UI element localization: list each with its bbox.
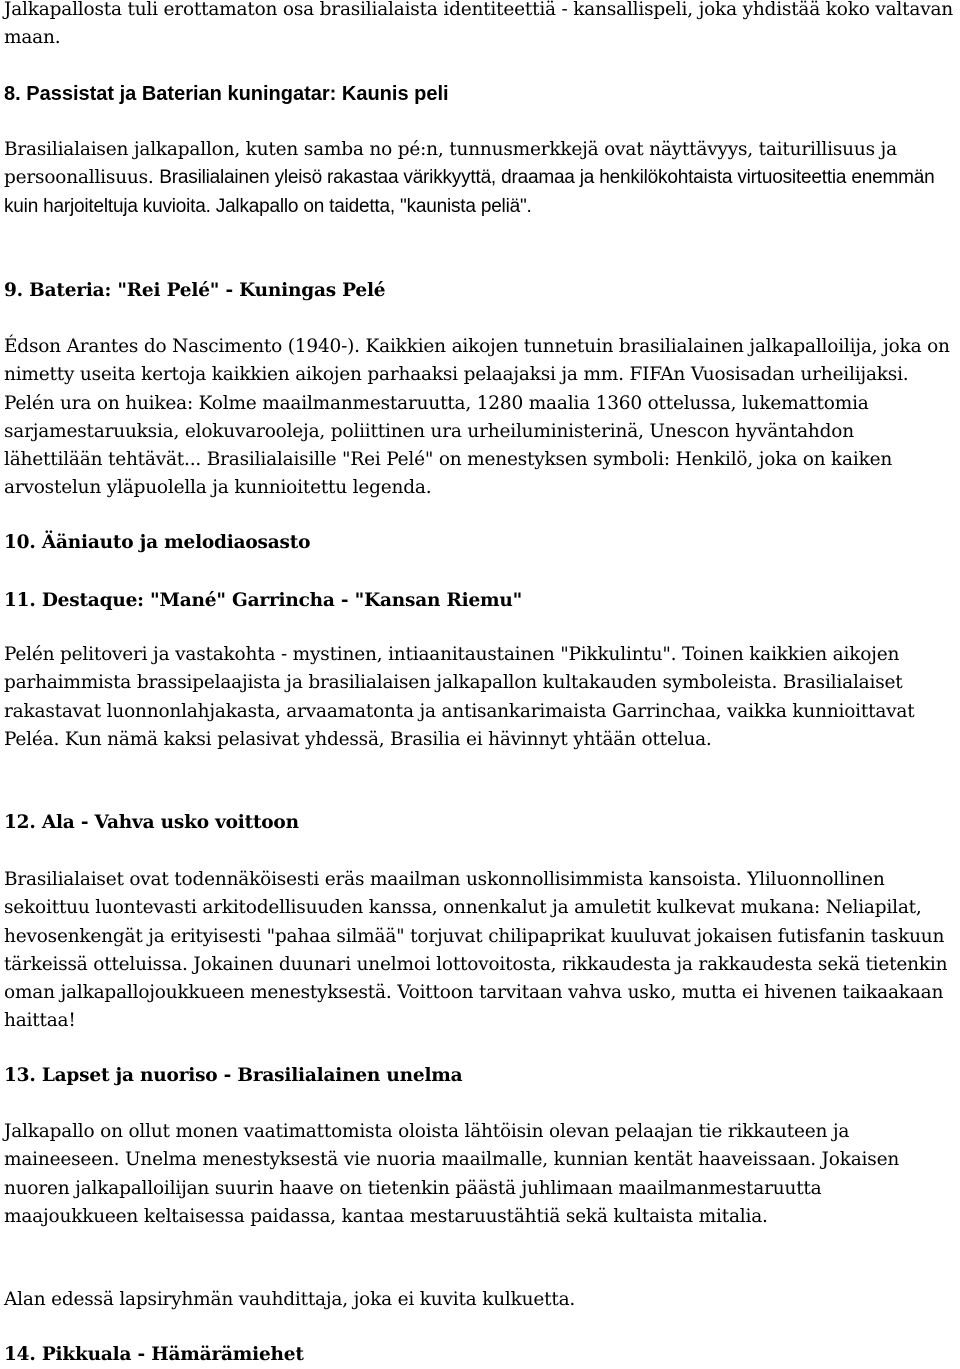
- section-11-paragraph: Pelén pelitoveri ja vastakohta - mystinen, intiaanitaustainen "Pikkulintu". Toinen kaikkien aikojen parhaimmista brassipelaajista ja brasilialaisen jalkapallon kultakauden symboleista. Brasilialaiset rakastavat luonnonlahjakasta, arvaamatonta ja antisankarimaista Garrinchaa, vaikka kunnioittavat Peléa. Kun nämä kaksi pelasivat yhdessä, Brasilia ei hävinnyt yhtään ottelua.: [4, 644, 915, 750]
- heading-section-8: 8. Passistat ja Baterian kuningatar: Kaunis peli: [4, 83, 449, 105]
- heading-section-14: 14. Pikkuala - Hämärämiehet: [4, 1344, 304, 1365]
- section-8-text-b: Brasilialainen yleisö rakastaa värikkyyttä, draamaa ja henkilökohtaista virtuositeettia enemmän kuin harjoiteltuja kuvioita. Jalkapallo on taidetta, "kaunista peliä".: [4, 167, 935, 217]
- heading-section-11: 11. Destaque: "Mané" Garrincha - "Kansan Riemu": [4, 590, 523, 611]
- section-12-paragraph: Brasilialaiset ovat todennäköisesti eräs maailman uskonnollisimmista kansoista. Yliluonnollinen sekoittuu luontevasti arkitodellisuuden kanssa, onnenkalut ja amuletit kulkevat mukana: Neliapilat, hevosenkengät ja erityisesti "pahaa silmää" torjuvat chilipaprikat kuuluvat jokaisen futisfanin taskuun tärkeissä otteluissa. Jokainen duunari unelmoi lottovoitosta, rikkaudesta ja rakkaudesta sekä tietenkin oman jalkapallojoukkueen menestyksestä. Voittoon tarvitaan vahva usko, mutta ei hivenen taikaakaan haittaa!: [4, 869, 948, 1032]
- section-8-paragraph: [4, 136, 956, 221]
- section-8-text-a: Brasilialaisen jalkapallon, kuten samba no pé:n, tunnusmerkkejä ovat näyttävyys, taiturillisuus ja persoonallisuus.: [4, 139, 897, 189]
- section-13-closing-line: Alan edessä lapsiryhmän vauhdittaja, joka ei kuvita kulkuetta.: [4, 1289, 576, 1310]
- intro-paragraph: Jalkapallosta tuli erottamaton osa brasilialaista identiteettiä - kansallispeli, joka yhdistää koko valtavan maan.: [4, 0, 954, 49]
- heading-section-13: 13. Lapset ja nuoriso - Brasilialainen unelma: [4, 1065, 463, 1086]
- section-13-paragraph: Jalkapallo on ollut monen vaatimattomista oloista lähtöisin olevan pelaajan tie rikkauteen ja maineeseen. Unelma menestyksestä vie nuoria maailmalle, kunnian kentät haaveissaan. Jokaisen nuoren jalkapalloilijan suurin haave on tietenkin päästä juhlimaan maailmanmestaruutta maajoukkueen keltaisessa paidassa, kantaa mestaruustähtiä sekä kultaista mitalia.: [4, 1121, 900, 1227]
- heading-section-9: 9. Bateria: "Rei Pelé" - Kuningas Pelé: [4, 280, 386, 301]
- heading-section-12: 12. Ala - Vahva usko voittoon: [4, 812, 299, 833]
- heading-section-10: 10. Ääniauto ja melodiaosasto: [4, 532, 311, 553]
- section-9-paragraph: Édson Arantes do Nascimento (1940-). Kaikkien aikojen tunnetuin brasilialainen jalkapalloilija, joka on nimetty useita kertoja kaikkien aikojen parhaaksi pelaajaksi ja mm. FIFAn Vuosisadan urheilijaksi. Pelén ura on huikea: Kolme maailmanmestaruutta, 1280 maalia 1360 ottelussa, lukemattomia sarjamestaruuksia, elokuvarooleja, poliittinen ura urheiluministerinä, Unescon hyväntahdon lähettilään tehtävät... Brasilialaisille "Rei Pelé" on menestyksen symboli: Henkilö, joka on kaiken arvostelun yläpuolella ja kunnioitettu legenda.: [4, 336, 950, 499]
